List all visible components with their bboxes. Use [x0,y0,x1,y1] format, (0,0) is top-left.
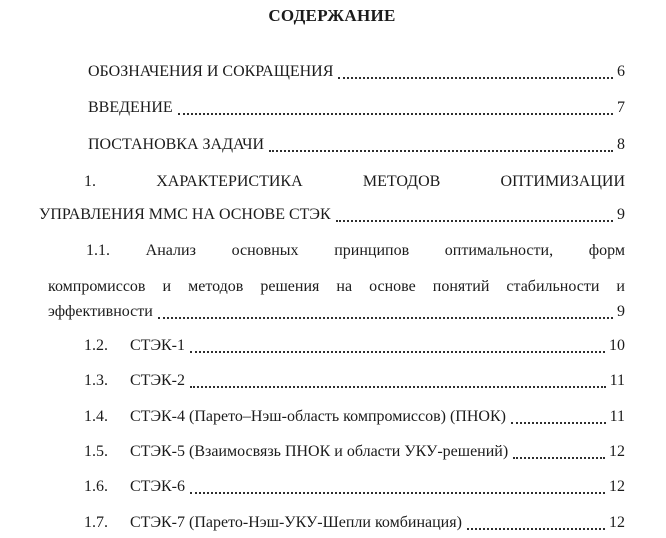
toc-entry-oboznacheniya[interactable] [88,61,625,83]
toc-entry-section11-line1[interactable]: 1.1. Анализ основных принципов оптимальности, форм [86,242,625,259]
toc-entry-vvedenie[interactable] [88,97,625,119]
toc-entry-postanovka[interactable] [88,134,625,156]
dot-leader [190,386,606,388]
toc-entry-label: СТЭК-7 (Парето-Нэш-УКУ-Шепли комбинация) [130,514,462,531]
toc-entry-1-4[interactable] [84,406,625,428]
toc-page-number: 7 [617,99,625,116]
toc-page-number: 11 [609,408,625,425]
toc-entry-label: СТЭК-4 (Парето–Нэш-область компромиссов) (ПНОК) [130,408,506,425]
toc-page-number: 12 [609,478,625,495]
toc-entry-number: 1.2. [84,337,108,354]
dot-leader [338,77,613,79]
dot-leader [178,113,613,115]
dot-leader [513,457,605,459]
toc-entry-1-3[interactable] [84,370,625,392]
toc-page-number: 6 [617,63,625,80]
toc-page-number: 8 [617,136,625,153]
toc-page-number: 12 [609,443,625,460]
toc-entry-number: 1.7. [84,514,108,531]
toc-entry-1-7[interactable] [84,512,625,534]
dot-leader [336,220,613,222]
toc-entry-label: эффективности [48,303,153,320]
toc-entry-number: 1.4. [84,408,108,425]
dot-leader [158,317,613,319]
toc-entry-chapter1-line2[interactable] [39,204,625,226]
dot-leader [467,528,605,530]
toc-page-number: 11 [609,372,625,389]
dot-leader [190,492,605,494]
dot-leader [269,150,613,152]
dot-leader [190,351,605,353]
toc-entry-label: ПОСТАНОВКА ЗАДАЧИ [88,136,265,153]
toc-entry-section11-line3[interactable] [48,301,625,323]
dot-leader [511,422,606,424]
toc-entry-number: 1.3. [84,372,108,389]
toc-entry-label: СТЭК-6 [130,478,186,495]
toc-entry-1-2[interactable] [84,335,625,357]
toc-page-number: 9 [617,303,625,320]
toc-entry-1-6[interactable] [84,476,625,498]
toc-page-number: 9 [617,206,625,223]
toc-page-number: 10 [609,337,625,354]
toc-entry-section11-line2[interactable]: компромиссов и методов решения на основе понятий стабильности и [48,278,625,295]
toc-entry-label: СТЭК-5 (Взаимосвязь ПНОК и области УКУ-решений) [130,443,509,460]
toc-entry-label: СТЭК-2 [130,372,186,389]
toc-page-number: 12 [609,514,625,531]
toc-entry-label: ВВЕДЕНИЕ [88,99,173,116]
toc-entry-label: УПРАВЛЕНИЯ ММС НА ОСНОВЕ СТЭК [39,206,331,223]
toc-entry-chapter1-line1[interactable]: 1. ХАРАКТЕРИСТИКА МЕТОДОВ ОПТИМИЗАЦИИ [84,173,625,190]
page-title: СОДЕРЖАНИЕ [268,6,396,25]
toc-entry-number: 1.6. [84,478,108,495]
toc-entry-number: 1.5. [84,443,108,460]
toc-entry-label: СТЭК-1 [130,337,186,354]
toc-entry-1-5[interactable] [84,441,625,463]
toc-entry-label: ОБОЗНАЧЕНИЯ И СОКРАЩЕНИЯ [88,63,334,80]
